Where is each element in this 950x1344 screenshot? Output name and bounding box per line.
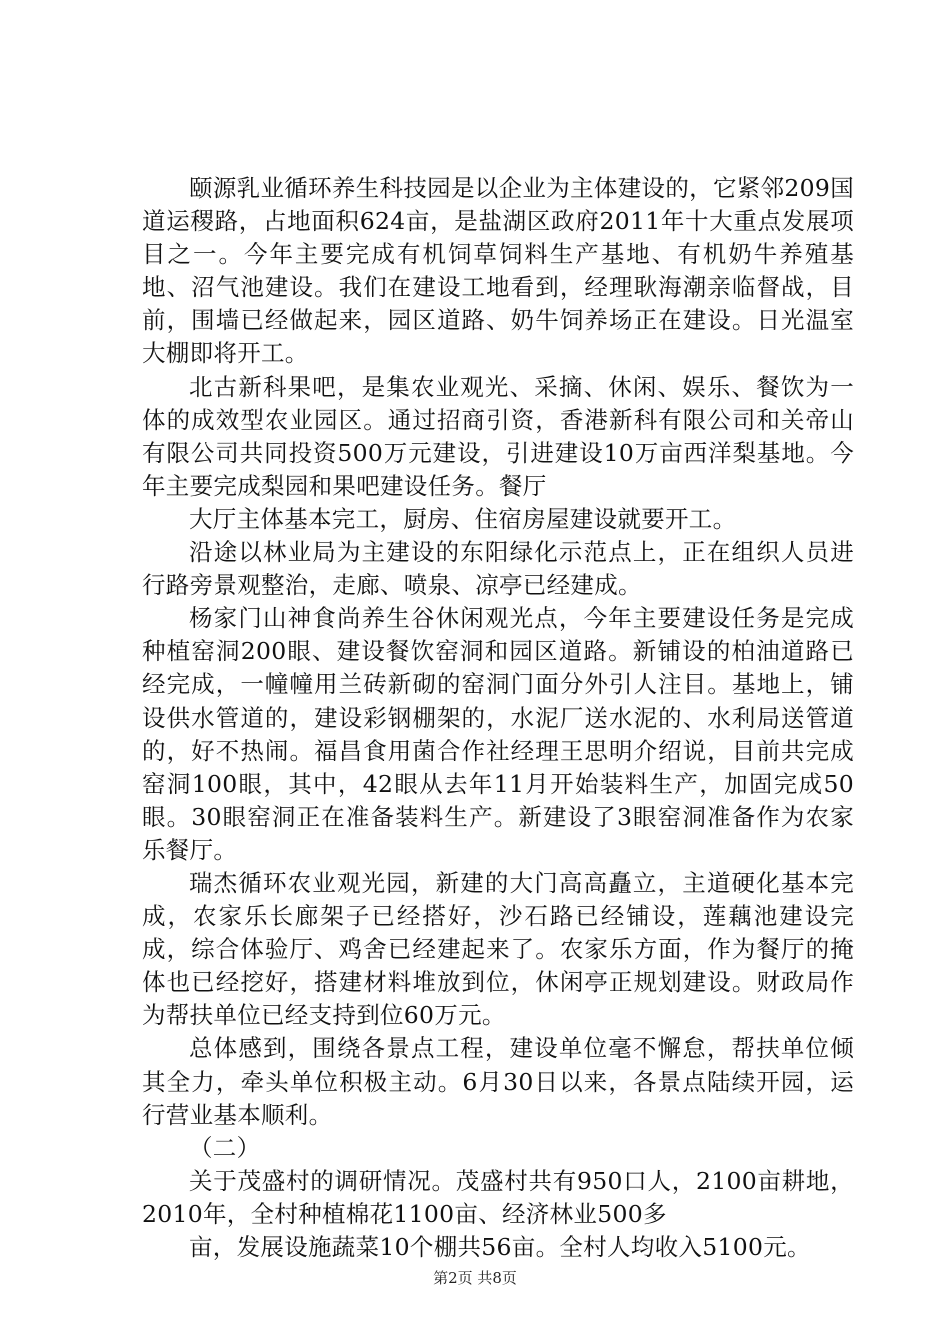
paragraph-maosheng-income: 亩，发展设施蔬菜10个棚共56亩。全村人均收入5100元。 [189,1233,811,1261]
section-marker: （二） [189,1133,261,1162]
page-number-footer: 第2页 共8页 [433,1269,517,1287]
paragraph-maosheng-village: 关于茂盛村的调研情况。茂盛村共有950口人，2100亩耕地，2010年，全村种植棉花1100亩、经济林业500多 [142,1166,854,1228]
document-body [142,172,854,1264]
paragraph-yangjiamen-valley: 杨家门山神食尚养生谷休闲观光点，今年主要建设任务是完成种植窑洞200眼、建设餐饮窑洞和园区道路。新铺设的柏油道路已经完成，一幢幢用兰砖新砌的窑洞门面分外引人注目。基地上，铺设供水管道的，建设彩钢棚架的，水泥厂送水泥的、水利局送管道的，好不热闹。福昌食用菌合作社经理王思明介绍说，目前共完成窑洞100眼，其中，42眼从去年11月开始装料生产，加固完成50眼。30眼窑洞正在准备装料生产。新建设了3眼窑洞准备作为农家乐餐厅。 [142,604,854,864]
paragraph-yiyuan-dairy-park: 颐源乳业循环养生科技园是以企业为主体建设的，它紧邻209国道运稷路，占地面积624亩，是盐湖区政府2011年十大重点发展项目之一。今年主要完成有机饲草饲料生产基地、有机奶牛养殖基地、沼气池建设。我们在建设工地看到，经理耿海潮亲临督战，目前，围墙已经做起来，园区道路、奶牛饲养场正在建设。日光温室大棚即将开工。 [142,174,854,368]
paragraph-hall-construction: 大厅主体基本完工，厨房、住宿房屋建设就要开工。 [189,504,737,533]
paragraph-dongyang-greening: 沿途以林业局为主建设的东阳绿化示范点上，正在组织人员进行路旁景观整治，走廊、喷泉、凉亭已经建成。 [142,538,854,600]
paragraph-beigu-xinke-fruit-bar: 北古新科果吧，是集农业观光、采摘、休闲、娱乐、餐饮为一体的成效型农业园区。通过招商引资，香港新科有限公司和关帝山有限公司共同投资500万元建设，引进建设10万亩西洋梨基地。今年主要完成梨园和果吧建设任务。餐厅 [142,372,854,500]
paragraph-ruijie-park: 瑞杰循环农业观光园，新建的大门高高矗立，主道硬化基本完成，农家乐长廊架子已经搭好，沙石路已经铺设，莲藕池建设完成，综合体验厅、鸡舍已经建起来了。农家乐方面，作为餐厅的掩体也已经挖好，搭建材料堆放到位，休闲亭正规划建设。财政局作为帮扶单位已经支持到位60万元。 [142,868,854,1030]
paragraph-overall-summary: 总体感到，围绕各景点工程，建设单位毫不懈怠，帮扶单位倾其全力，牵头单位积极主动。6月30日以来，各景点陆续开园，运行营业基本顺利。 [142,1034,854,1129]
